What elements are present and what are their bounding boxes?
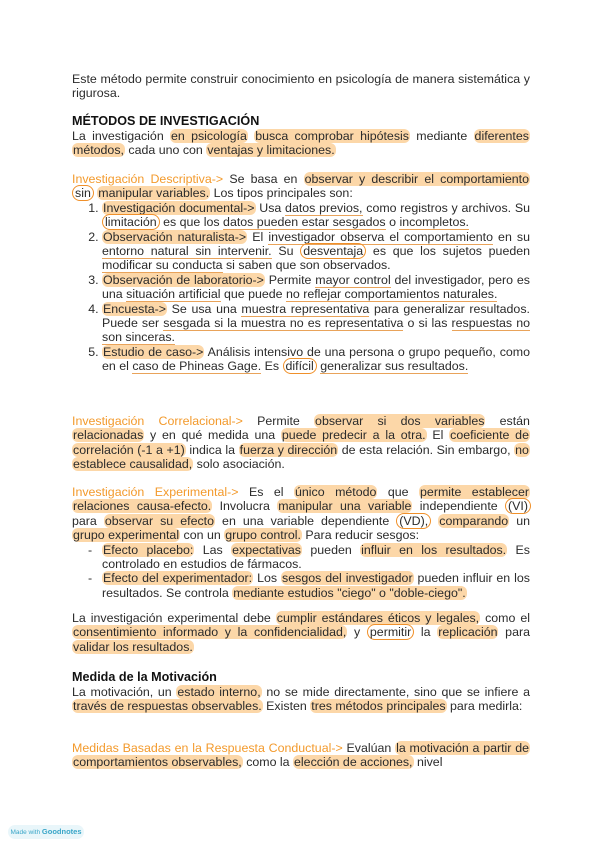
section-title-metodos: MÉTODOS DE INVESTIGACIÓN — [72, 114, 260, 128]
list-item: 5. Estudio de caso-> Análisis intensivo de una persona o grupo pequeño, como en el caso de Phineas Gage. Es difícil generalizar sus resultados. — [102, 345, 530, 374]
conductual-label: Medidas Basadas en la Respuesta Conductual-> — [72, 741, 343, 755]
conductual-paragraph: Medidas Basadas en la Respuesta Conductual-> Evalúan la motivación a partir de comportamientos observables, como la elección de acciones, nivel — [72, 741, 529, 770]
intro-paragraph: Este método permite construir conocimiento en psicología de manera sistemática y rigurosa. — [72, 72, 530, 101]
goodnotes-badge[interactable]: Made with Goodnotes — [8, 825, 84, 839]
list-item: 1. Investigación documental-> Usa datos previos, como registros y archivos. Su limitación es que los datos pueden estar sesgados o incompletos. — [102, 201, 530, 230]
section-title-motivacion: Medida de la Motivación — [72, 670, 217, 684]
list-item: - Efecto del experimentador: Los sesgos del investigador pueden influir en los resultados. Se controla mediante estudios "ciego" o "doble-ciego". — [102, 571, 530, 600]
descriptiva-list — [72, 201, 530, 374]
list-item: 3. Observación de laboratorio-> Permite mayor control del investigador, pero es una situación artificial que puede no reflejar comportamientos naturales. — [102, 273, 530, 302]
correlacional-label: Investigación Correlacional-> — [72, 414, 243, 428]
experimental-label: Investigación Experimental-> — [72, 485, 239, 499]
metodos-paragraph: La investigación en psicología busca comprobar hipótesis mediante diferentes métodos, cada uno con ventajas y limitaciones. — [72, 129, 529, 158]
list-item: 4. Encuesta-> Se usa una muestra representativa para generalizar resultados. Puede ser sesgada si la muestra no es representativa o si las respuestas no son sinceras. — [102, 302, 530, 345]
experimental-section: Investigación Experimental-> Es el único método que permite establecer relaciones causa-efecto. Involucra manipular una variable independiente (VI) para observar su efecto en una variable dependiente (VD), comparando un grupo experimental con un grupo control. Para reducir sesgos: - Efecto placebo: Las expectativas pueden influir en los resultados. Es controlado en estudios de fármacos. - Efecto del experimentador: Los sesgos del investigador pueden influir en los resultados. Se controla mediante estudios "ciego" o "doble-ciego". — [72, 485, 530, 600]
descriptiva-section: Investigación Descriptiva-> Se basa en observar y describir el comportamiento sin manipular variables. Los tipos principales son: 1. Investigación documental-> Usa datos previos, como registros y archivos. Su limitación es que los datos pueden estar sesgados o incompletos. 2. Observación naturalista-> El investigador observa el comportamiento en su entorno natural sin intervenir. Su desventaja es que los sujetos pueden modificar su conducta si saben que son observados. 3. Observación de laboratorio-> Permite mayor control del investigador, pero es una situación artificial que puede no reflejar comportamientos naturales. 4. Encuesta-> Se usa una muestra representativa para generalizar resultados. Puede ser sesgada si la muestra no es representativa o si las respuestas no son sinceras. 5. Estudio de caso-> Análisis intensivo de una persona o grupo pequeño, como en el caso de Phineas Gage. Es difícil generalizar sus resultados. — [72, 172, 530, 374]
list-item: 2. Observación naturalista-> El investigador observa el comportamiento en su entorno natural sin intervenir. Su desventaja es que los sujetos pueden modificar su conducta si saben que son observados. — [102, 230, 530, 273]
motivacion-paragraph: La motivación, un estado interno, no se mide directamente, sino que se infiere a través de respuestas observables. Existen tres métodos principales para medirla: — [72, 685, 530, 714]
etica-paragraph: La investigación experimental debe cumplir estándares éticos y legales, como el consentimiento informado y la confidencialidad, y permitir la replicación para validar los resultados. — [72, 611, 530, 654]
list-item: - Efecto placebo: Las expectativas pueden influir en los resultados. Es controlado en estudios de fármacos. — [102, 543, 530, 572]
descriptiva-label: Investigación Descriptiva-> — [72, 172, 224, 186]
correlacional-section: Investigación Correlacional-> Permite observar si dos variables están relacionadas y en qué medida una puede predecir a la otra. El coeficiente de correlación (-1 a +1) indica la fuerza y dirección de esta relación. Sin embargo, no establece causalidad, solo asociación. — [72, 414, 530, 472]
sesgos-list — [72, 543, 530, 601]
